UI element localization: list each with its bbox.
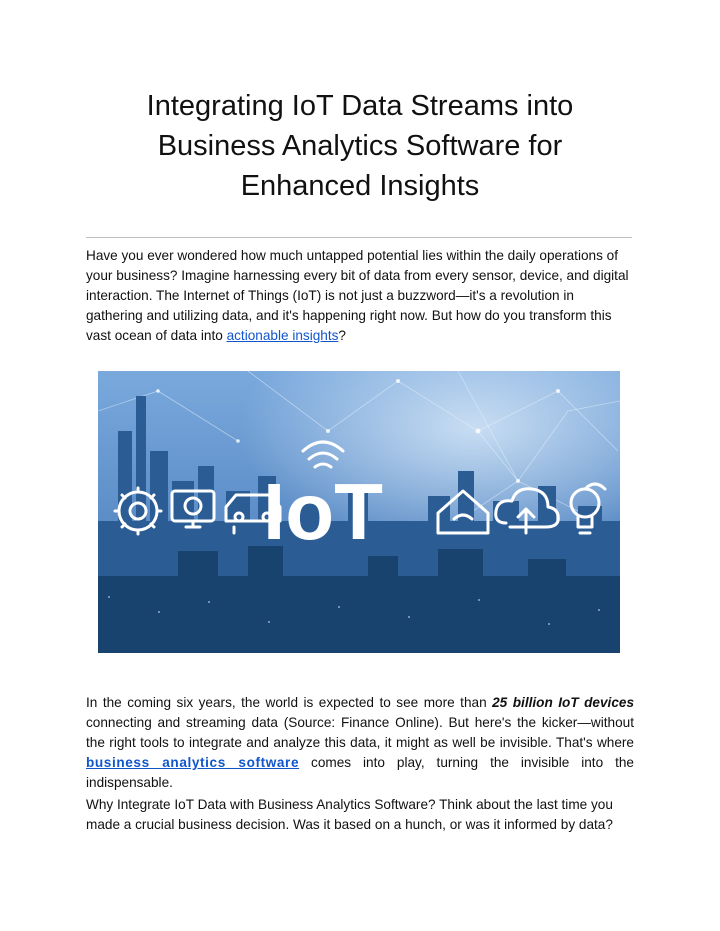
stats-text-start: In the coming six years, the world is expected to see more than: [86, 695, 493, 710]
business-analytics-software-link[interactable]: business analytics software: [86, 755, 300, 770]
title-line-3: Enhanced Insights: [240, 170, 480, 202]
stats-text-end: comes into play, turning the invisible into the indispensable.: [86, 755, 634, 790]
intro-end: ?: [338, 328, 346, 343]
stats-paragraph: [86, 693, 634, 793]
stats-text-middle: connecting and streaming data (Source: Finance Online). But here's the kicker—without the right tools to integrate and analyze this data, it might as well be invisible. That's where: [86, 715, 634, 750]
why-integrate-paragraph: Why Integrate IoT Data with Business Analytics Software? Think about the last time you made a crucial business decision. Was it based on a hunch, or was it informed by data?: [86, 797, 613, 832]
actionable-insights-link[interactable]: actionable insights: [226, 328, 339, 343]
iot-hero-image: [98, 371, 620, 653]
article-title: [90, 86, 630, 206]
iot-devices-emphasis: 25 billion IoT devices: [492, 695, 635, 710]
intro-paragraph: [86, 246, 634, 346]
intro-text: Have you ever wondered how much untapped potential lies within the daily operations of your business? Imagine harnessing every bit of data from every sensor, device, and digital interaction. The Internet of Things (IoT) is not just a buzzword—it's a revolution in gathering and utilizing data, and it's happening right now. But how do you transform this vast ocean of data into: [86, 248, 629, 343]
title-line-2: Business Analytics Software for: [157, 130, 563, 162]
title-divider: [86, 237, 632, 238]
title-line-1: Integrating IoT Data Streams into: [146, 90, 574, 122]
iot-logo-text: IoT: [263, 467, 383, 556]
